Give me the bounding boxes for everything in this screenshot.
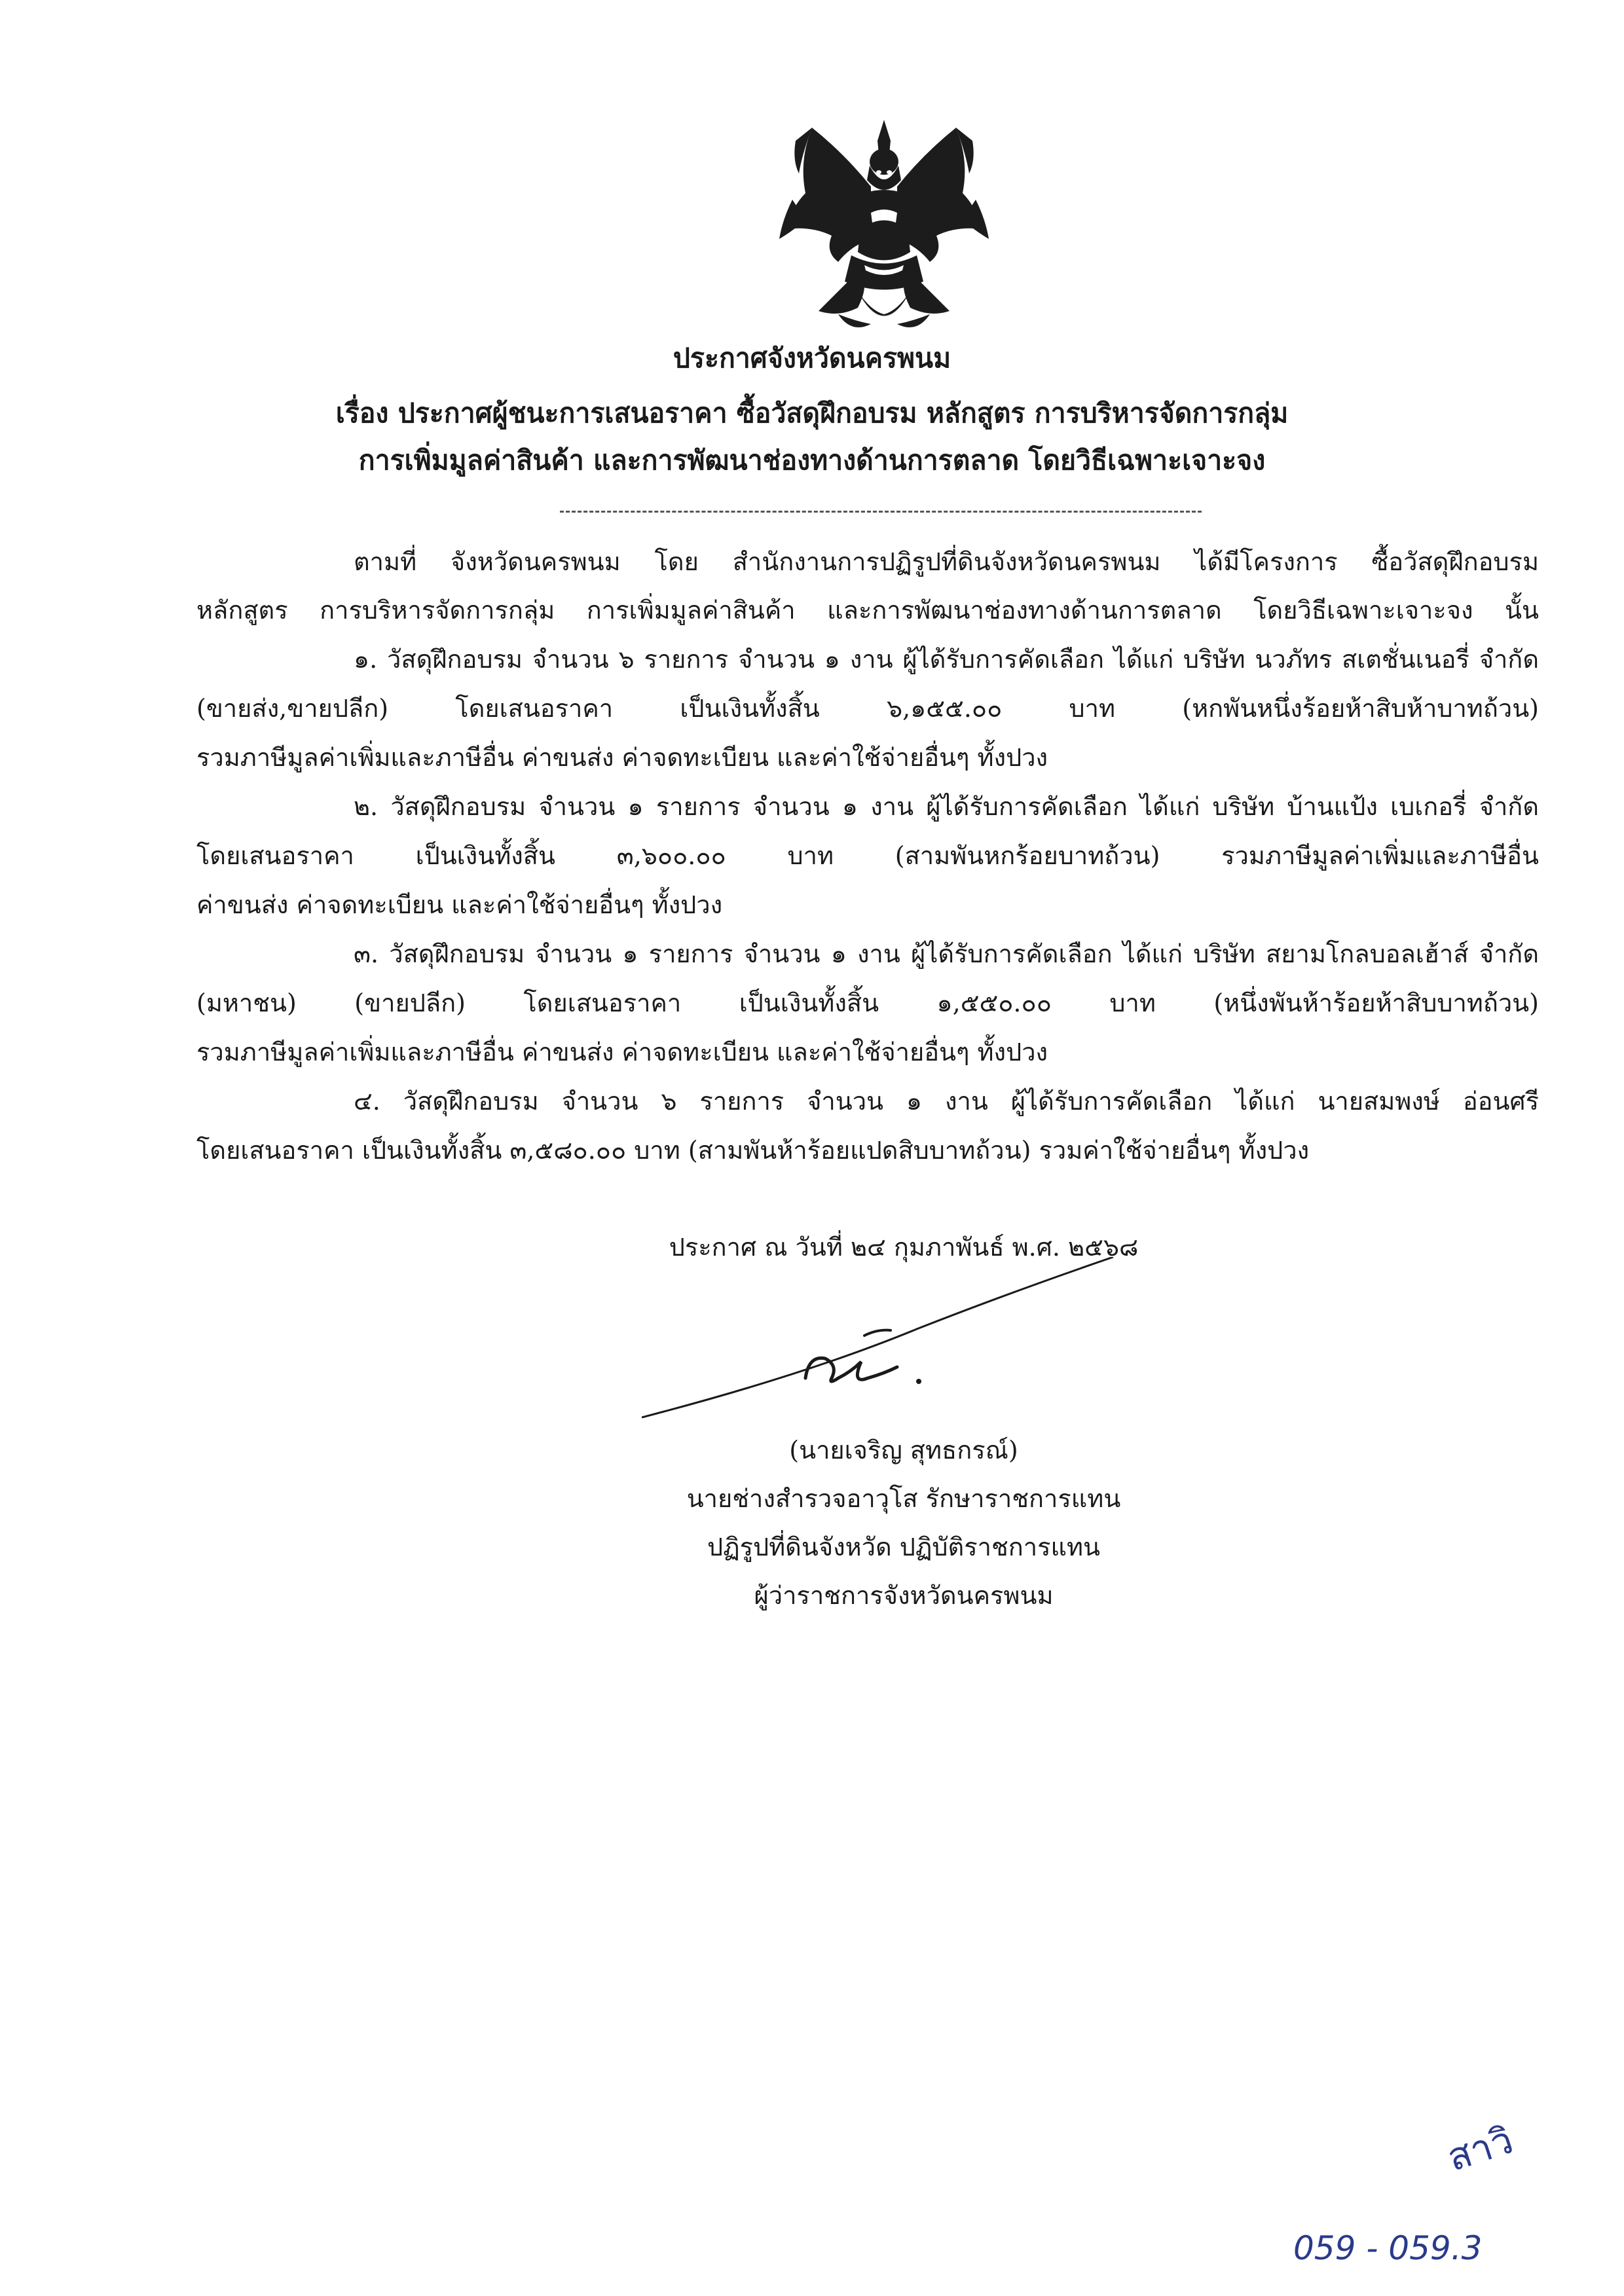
heading-divider (560, 511, 1202, 513)
signer-position-2: ปฏิรูปที่ดินจังหวัด ปฏิบัติราชการแทน (707, 1533, 1101, 1561)
item-2-line-3: ค่าขนส่ง ค่าจดทะเบียน และค่าใช้จ่ายอื่นๆ ทั้งปวง (196, 890, 723, 919)
signer-position-1: นายช่างสำรวจอาวุโส รักษาราชการแทน (686, 1484, 1121, 1513)
garuda-emblem-icon (773, 115, 995, 340)
item-2-line-1: ๒. วัสดุฝึกอบรม จำนวน ๑ รายการ จำนวน ๑ งาน ผู้ได้รับการคัดเลือก ได้แก่ บริษัท บ้านแป้ง เบเกอรี่ จำกัด (354, 792, 1539, 821)
announcement-title: ประกาศจังหวัดนครพนม (673, 342, 951, 374)
announcement-date: ประกาศ ณ วันที่ ๒๔ กุมภาพันธ์ พ.ศ. ๒๕๖๘ (669, 1233, 1139, 1262)
item-3-line-1: ๓. วัสดุฝึกอบรม จำนวน ๑ รายการ จำนวน ๑ งาน ผู้ได้รับการคัดเลือก ได้แก่ บริษัท สยามโกลบอลเฮ้าส์ จำกัด (354, 939, 1539, 968)
intro-line-1: ตามที่ จังหวัดนครพนม โดย สำนักงานการปฏิรูปที่ดินจังหวัดนครพนม ได้มีโครงการ ซื้อวัสดุฝึกอบรม (354, 547, 1539, 576)
signature-icon (642, 1257, 1139, 1427)
item-3-line-2: (มหาชน) (ขายปลีก) โดยเสนอราคา เป็นเงินทั้งสิ้น ๑,๕๕๐.๐๐ บาท (หนึ่งพันห้าร้อยห้าสิบบาทถ้วน) (196, 989, 1539, 1017)
signer-position-3: ผู้ว่าราชการจังหวัดนครพนม (754, 1581, 1054, 1610)
signer-name: (นายเจริญ สุทธกรณ์) (789, 1436, 1018, 1465)
item-4-line-1: ๔. วัสดุฝึกอบรม จำนวน ๖ รายการ จำนวน ๑ งาน ผู้ได้รับการคัดเลือก ได้แก่ นายสมพงษ์ อ่อนศรี (354, 1087, 1539, 1116)
item-1-line-1: ๑. วัสดุฝึกอบรม จำนวน ๖ รายการ จำนวน ๑ งาน ผู้ได้รับการคัดเลือก ได้แก่ บริษัท นวภัทร สเตชั่นเนอรี่ จำกัด (354, 645, 1539, 674)
handwritten-file-code: 059 - 059.3 (1293, 2229, 1483, 2267)
handwritten-initials: สาวิ (1442, 2117, 1519, 2180)
item-2-line-2: โดยเสนอราคา เป็นเงินทั้งสิ้น ๓,๖๐๐.๐๐ บาท (สามพันหกร้อยบาทถ้วน) รวมภาษีมูลค่าเพิ่มและภาษีอื่น (196, 841, 1539, 870)
intro-line-2: หลักสูตร การบริหารจัดการกลุ่ม การเพิ่มมูลค่าสินค้า และการพัฒนาช่องทางด้านการตลาด โดยวิธีเฉพาะเจาะจง นั้น (196, 596, 1539, 625)
item-3-line-3: รวมภาษีมูลค่าเพิ่มและภาษีอื่น ค่าขนส่ง ค่าจดทะเบียน และค่าใช้จ่ายอื่นๆ ทั้งปวง (196, 1038, 1048, 1066)
item-4-line-2: โดยเสนอราคา เป็นเงินทั้งสิ้น ๓,๕๘๐.๐๐ บาท (สามพันห้าร้อยแปดสิบบาทถ้วน) รวมค่าใช้จ่ายอื่นๆ ทั้งปวง (196, 1136, 1310, 1165)
subject-line-2: การเพิ่มมูลค่าสินค้า และการพัฒนาช่องทางด้านการตลาด โดยวิธีเฉพาะเจาะจง (358, 445, 1266, 476)
subject-line-1: เรื่อง ประกาศผู้ชนะการเสนอราคา ซื้อวัสดุฝึกอบรม หลักสูตร การบริหารจัดการกลุ่ม (335, 397, 1289, 429)
item-1-line-3: รวมภาษีมูลค่าเพิ่มและภาษีอื่น ค่าขนส่ง ค่าจดทะเบียน และค่าใช้จ่ายอื่นๆ ทั้งปวง (196, 743, 1048, 772)
item-1-line-2: (ขายส่ง,ขายปลีก) โดยเสนอราคา เป็นเงินทั้งสิ้น ๖,๑๕๕.๐๐ บาท (หกพันหนึ่งร้อยห้าสิบห้าบาทถ้วน) (196, 694, 1539, 723)
